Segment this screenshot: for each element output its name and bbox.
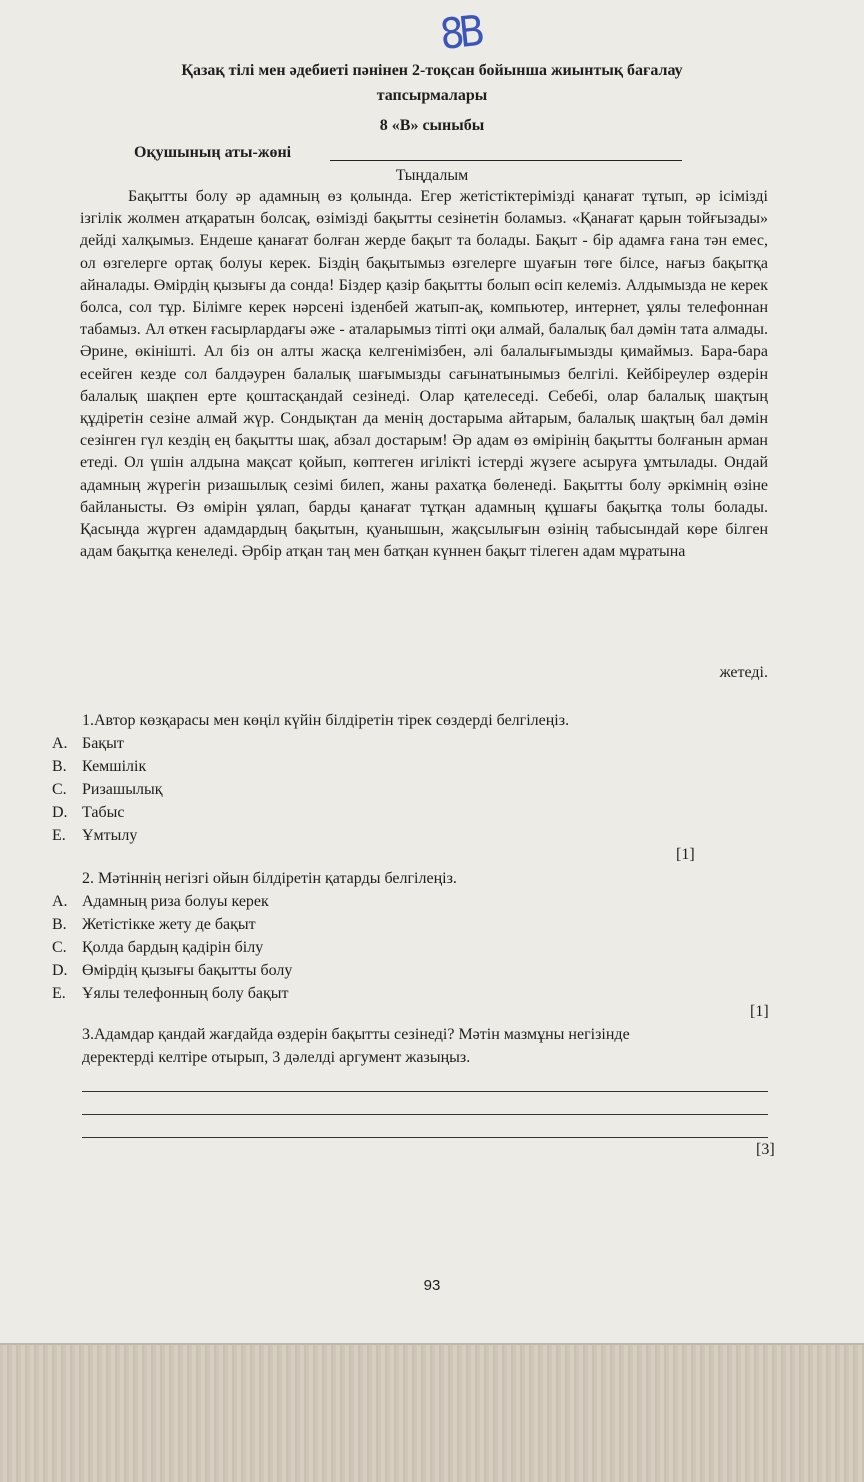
student-name-line	[330, 160, 682, 161]
q2-option-b: B. Жетістікке жету де бақыт	[52, 916, 256, 933]
question-2: 2. Мәтіннің негізгі ойын білдіретін қатарды белгілеңіз.	[82, 870, 457, 887]
handwritten-class-mark: 8В	[437, 6, 482, 59]
background-surface	[0, 1345, 864, 1482]
page-number: 93	[423, 1277, 441, 1294]
class-label: 8 «В» сыныбы	[379, 117, 485, 134]
question-3: 3.Адамдар қандай жағдайда өздерін бақытты сезінеді? Мәтін мазмұны негізінде	[82, 1026, 630, 1043]
q3-marks: [3]	[756, 1141, 775, 1158]
worksheet-title: Қазақ тілі мен әдебиеті пәнінен 2-тоқсан бойынша жиынтық бағалау	[181, 62, 683, 79]
q1-option-a: A. Бақыт	[52, 735, 124, 752]
passage-ending: жетеді.	[719, 664, 768, 681]
q1-option-b: B. Кемшілік	[52, 758, 147, 775]
q2-option-c: C. Қолда бардың қадірін білу	[52, 939, 264, 956]
q1-option-d: D. Табыс	[52, 804, 125, 821]
answer-line[interactable]	[82, 1114, 768, 1115]
q1-option-c: C. Ризашылық	[52, 781, 163, 798]
listening-passage: Бақытты болу әр адамның өз қолында. Егер жетістіктерімізді қанағат тұтып, әр ісімізді ізгілік жолмен атқаратын болсақ, өзімізді бақытты сезінетін боламыз. «Қанағат қарын тойғызады» дейді халқымыз. Ендеше қанағат болған жерде бақыт та болады. Бақыт - бір адамға ғана тән емес, ол өзгелерге ортақ болуы керек. Біздің бақытымыз өзгелерге шуағын төге білсе, нағыз бақытқа айналады. Өмірдің қызығы да сонда! Біздер қазір бақытты болып өсіп келеміз. Алдымызда не керек болса, сол тұр. Білімге керек нәрсені ізденбей жатып-ақ, компьютер, интернет, ұялы телефоннан табамыз. Ал өткен ғасырлардағы әже - аталарымыз тіпті оқи алмай, балалық бал дәмін тата алмады. Әрине, өкінішті. Ал біз он алты жасқа келгенімізбен, әлі балалығымызды қимаймыз. Бара-бара есейген кезде сол балдәурен балалық шағымызды сағынатынымыз белгілі. Кейбіреулер өздерін балалық шақпен ерте қоштасқандай сезінеді. Олар қателеседі. Себебі, олар балалық шақтың құдіретін сезіне алмай жүр. Сондықтан да менің достарыма айтарым, балалық шақтың бал дәмін сезінген гүл кездің ең бақытты шақ, абзал достарым! Әр адам өз өмірінің бақытты болғанын арман етеді. Ол үшін алдына мақсат қойып, көптеген игілікті істерді жүзеге асыруға ұмтылады. Ондай адамның жүрегін ризашылық сезімі билеп, жаны рахатқа бөленеді. Бақытты болу әркімнің өзіне байланысты. Өз өмірін ұялап, барды қанағат тұтқан адамның құшағы бақытқа толы болады. Қасыңда жүрген адамдардың бақытын, қуанышын, жақсылығын өзінің табысындай көре білген адам бақытқа кенеледі. Әрбір атқан таң мен батқан күннен бақыт тілеген адам мұратына	[80, 188, 768, 561]
q1-marks: [1]	[676, 846, 695, 863]
question-3-cont: деректерді келтіре отырып, 3 дәлелді аргумент жазыңыз.	[82, 1049, 471, 1066]
student-name-label: Оқушының аты-жөні	[134, 144, 292, 161]
answer-line[interactable]	[82, 1091, 768, 1092]
q2-marks: [1]	[750, 1003, 769, 1020]
answer-line[interactable]	[82, 1137, 768, 1138]
q1-option-e: E. Ұмтылу	[52, 827, 138, 844]
worksheet-title-cont: тапсырмалары	[376, 87, 488, 104]
q2-option-e: E. Ұялы телефонның болу бақыт	[52, 985, 289, 1002]
q2-option-a: A. Адамның риза болуы керек	[52, 893, 269, 910]
section-title: Тыңдалым	[395, 167, 469, 184]
q2-option-d: D. Өмірдің қызығы бақытты болу	[52, 962, 293, 979]
question-1: 1.Автор көзқарасы мен көңіл күйін білдіретін тірек сөздерді белгілеңіз.	[82, 712, 570, 729]
